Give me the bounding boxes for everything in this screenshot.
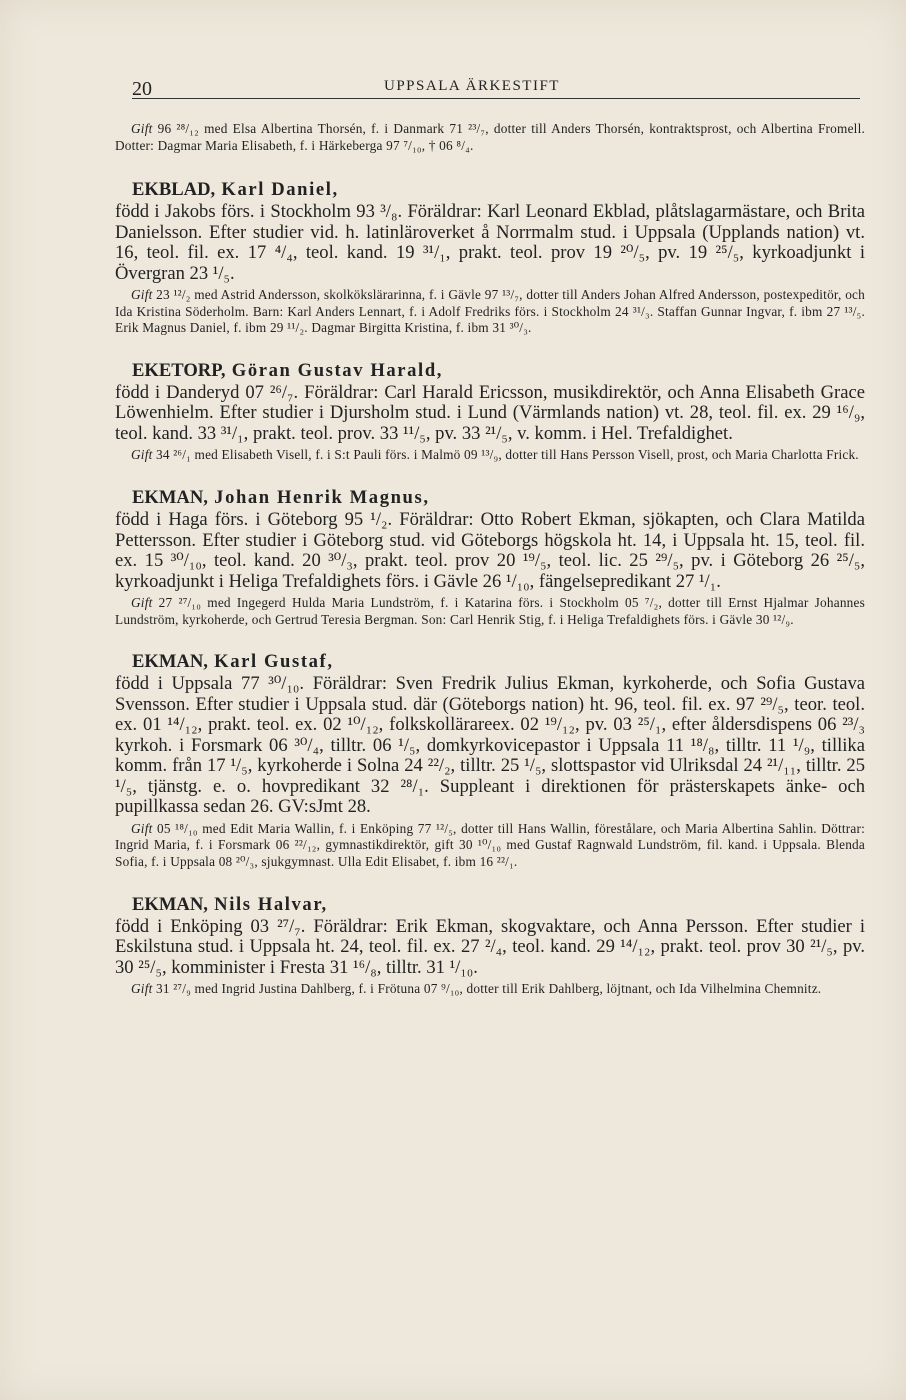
entry-ekman-johan <box>115 488 865 628</box>
entry-ekblad <box>115 180 865 337</box>
page-number: 20 <box>132 78 152 100</box>
entry-family-note <box>115 121 865 154</box>
page-content <box>115 118 865 1022</box>
family-note-text: 31 ²⁷/₉ med Ingrid Justina Dahlberg, f. i Frötuna 07 ⁹/₁₀, dotter till Erik Dahlberg, löjtnant, och Ida Vilhelmina Chemnitz. <box>152 981 822 997</box>
entry-family-note <box>115 287 865 337</box>
gift-label: Gift <box>131 981 153 997</box>
family-note-text: 05 ¹⁸/₁₀ med Edit Maria Wallin, f. i Enköping 77 ¹²/₅, dotter till Hans Wallin, förestålare, och Maria Albertina Sahlin. Döttrar: Ingrid Maria, f. i Forsmark 06 ²²/₁₂, gymnastikdirektör, gift 30 ¹⁰/₁₀ med Gustaf Ragnwald Lundström, fil. kand. i Uppsala. Blenda Sofia, f. i Uppsala 08 ²⁰/₃, sjukgymnast. Ulla Edit Elisabet, f. ibm 16 ²²/₁. <box>115 820 865 869</box>
entry-family-note <box>115 981 865 998</box>
entry-heading <box>132 652 865 672</box>
gift-label: Gift <box>131 287 153 303</box>
family-note-text: 23 ¹²/₂ med Astrid Andersson, skolkökslärarinna, f. i Gävle 97 ¹³/₇, dotter till Anders Johan Alfred Andersson, postexpeditör, och Ida Kristina Söderholm. Barn: Karl Anders Lennart, f. i Adolf Fredriks förs. i Stockholm 24 ³¹/₃. Staffan Gunnar Ingvar, f. ibm 27 ¹³/₅. Erik Magnus Daniel, f. ibm 29 ¹¹/₂. Dagmar Birgitta Kristina, f. ibm 31 ³⁰/₃. <box>115 287 865 336</box>
entry-surname: EKMAN, <box>132 893 208 915</box>
entry-given-names: Karl Gustaf, <box>207 651 334 673</box>
entry-biography: född i Danderyd 07 ²⁶/₇. Föräldrar: Carl Harald Ericsson, musikdirektör, och Anna Elisabeth Grace Löwenhielm. Efter studier i Djursholm stud. i Lund (Värmlands nation) vt. 28, teol. fil. ex. 29 ¹⁶/₉, teol. kand. 33 ³¹/₁, prakt. teol. prov. 33 ¹¹/₅, pv. 33 ²¹/₅, v. komm. i Hel. Trefaldighet. <box>115 381 865 444</box>
entry-biography: född i Enköping 03 ²⁷/₇. Föräldrar: Erik Ekman, skogvaktare, och Anna Persson. Efter studier i Eskilstuna stud. i Uppsala ht. 24, teol. fil. ex. 27 ²/₄, teol. kand. 29 ¹⁴/₁₂, prakt. teol. prov 30 ²¹/₅, pv. 30 ²⁵/₅, komminister i Fresta 31 ¹⁶/₈, tilltr. 31 ¹/₁₀. <box>115 915 865 978</box>
gift-label: Gift <box>131 595 153 611</box>
entry-surname: EKETORP, <box>132 359 226 381</box>
entry-family-note <box>115 447 865 464</box>
entry-given-names: Nils Halvar, <box>207 893 328 915</box>
entry-given-names: Johan Henrik Magnus, <box>207 487 430 509</box>
entry-eketorp <box>115 361 865 464</box>
entry-given-names: Göran Gustav Harald, <box>225 359 444 381</box>
gift-label: Gift <box>131 121 153 136</box>
family-note-text: 34 ²⁶/₁ med Elisabeth Visell, f. i S:t Pauli förs. i Malmö 09 ¹³/₉, dotter till Hans Persson Visell, prost, och Maria Charlotta Frick. <box>152 447 859 463</box>
family-note-text: 96 ²⁸/₁₂ med Elsa Albertina Thorsén, f. i Danmark 71 ²³/₇, dotter till Anders Thorsén, kontraktsprost, och Albertina Fromell. Dotter: Dagmar Maria Elisabeth, f. i Härkeberga 97 ⁷/₁₀, † 06 ⁸/₄. <box>115 121 865 153</box>
entry-biography: född i Uppsala 77 ³⁰/₁₀. Föräldrar: Sven Fredrik Julius Ekman, kyrkoherde, och Sofia Gustava Svensson. Efter studier i Uppsala stud. där (Göteborgs nation) ht. 96, teol. fil. ex. 97 ²⁹/₅, teor. teol. ex. 01 ¹⁴/₁₂, prakt. teol. ex. 02 ¹⁰/₁₂, folkskollärareex. 02 ¹⁹/₁₂, pv. 03 ²⁵/₁, efter åldersdispens 06 ²³/₃ kyrkoh. i Forsmark 06 ³⁰/₄, tilltr. 06 ¹/₅, domkyrkovicepastor i Uppsala 11 ¹⁸/₈, tilltr. 11 ¹/₉, tillika komm. från 17 ¹/₅, kyrkoherde i Solna 24 ²²/₂, tilltr. 25 ¹/₅, slottspastor vid Ulriksdal 24 ²¹/₁₁, tilltr. 25 ¹/₅, tjänstg. e. o. hovpredikant 32 ²⁸/₁. Suppleant i direktionen för prästerskapets änke- och pupillkassa sedan 26. GV:sJmt 28. <box>115 673 865 818</box>
family-note-text: 27 ²⁷/₁₀ med Ingegerd Hulda Maria Lundström, f. i Katarina förs. i Stockholm 05 ⁷/₂, dotter till Ernst Hjalmar Johannes Lundström, kyrkoherde, och Gertrud Teresia Bergman. Son: Carl Henrik Stig, f. i Heliga Trefaldighets förs. i Gävle 30 ¹²/₉. <box>115 595 865 627</box>
entry-surname: EKMAN, <box>132 651 208 673</box>
gift-label: Gift <box>131 820 153 836</box>
running-header <box>132 74 860 99</box>
entry-heading <box>132 180 865 200</box>
entry-biography: född i Haga förs. i Göteborg 95 ¹/₂. Föräldrar: Otto Robert Ekman, sjökapten, och Clara Matilda Pettersson. Efter studier i Göteborg stud. vid Göteborgs högskola ht. 14, i Uppsala ht. 15, teol. fil. ex. 15 ³⁰/₁₀, teol. kand. 20 ³⁰/₃, prakt. teol. prov 20 ¹⁹/₅, teol. lic. 25 ²⁹/₅, pv. i Göteborg 26 ²⁵/₅, kyrkoadjunkt i Heliga Trefaldighets förs. i Gävle 26 ¹/₁₀, fängelsepredikant 27 ¹/₁. <box>115 509 865 592</box>
entry-ekman-karl <box>115 652 865 870</box>
entry-given-names: Karl Daniel, <box>215 179 339 201</box>
entry-heading <box>132 488 865 508</box>
entry-family-note <box>115 595 865 628</box>
entry-biography: född i Jakobs förs. i Stockholm 93 ³/₈. Föräldrar: Karl Leonard Ekblad, plåtslagarmästare, och Brita Danielsson. Efter studier vid. h. latinläroverket å Norrmalm stud. i Uppsala (Upplands nation) vt. 16, teol. fil. ex. 17 ⁴/₄, teol. kand. 19 ³¹/₁, prakt. teol. prov 19 ²⁰/₅, pv. 19 ²⁵/₅, kyrkoadjunkt i Övergran 23 ¹/₅. <box>115 201 865 284</box>
entry-surname: EKBLAD, <box>132 179 216 201</box>
entry-ekman-nils <box>115 895 865 998</box>
gift-label: Gift <box>131 447 153 463</box>
entry-surname: EKMAN, <box>132 487 208 509</box>
entry-heading <box>132 361 865 381</box>
running-title: UPPSALA ÄRKESTIFT <box>384 78 560 94</box>
entry-family-note <box>115 821 865 871</box>
entry-continuation <box>115 121 865 154</box>
entry-heading <box>132 895 865 915</box>
